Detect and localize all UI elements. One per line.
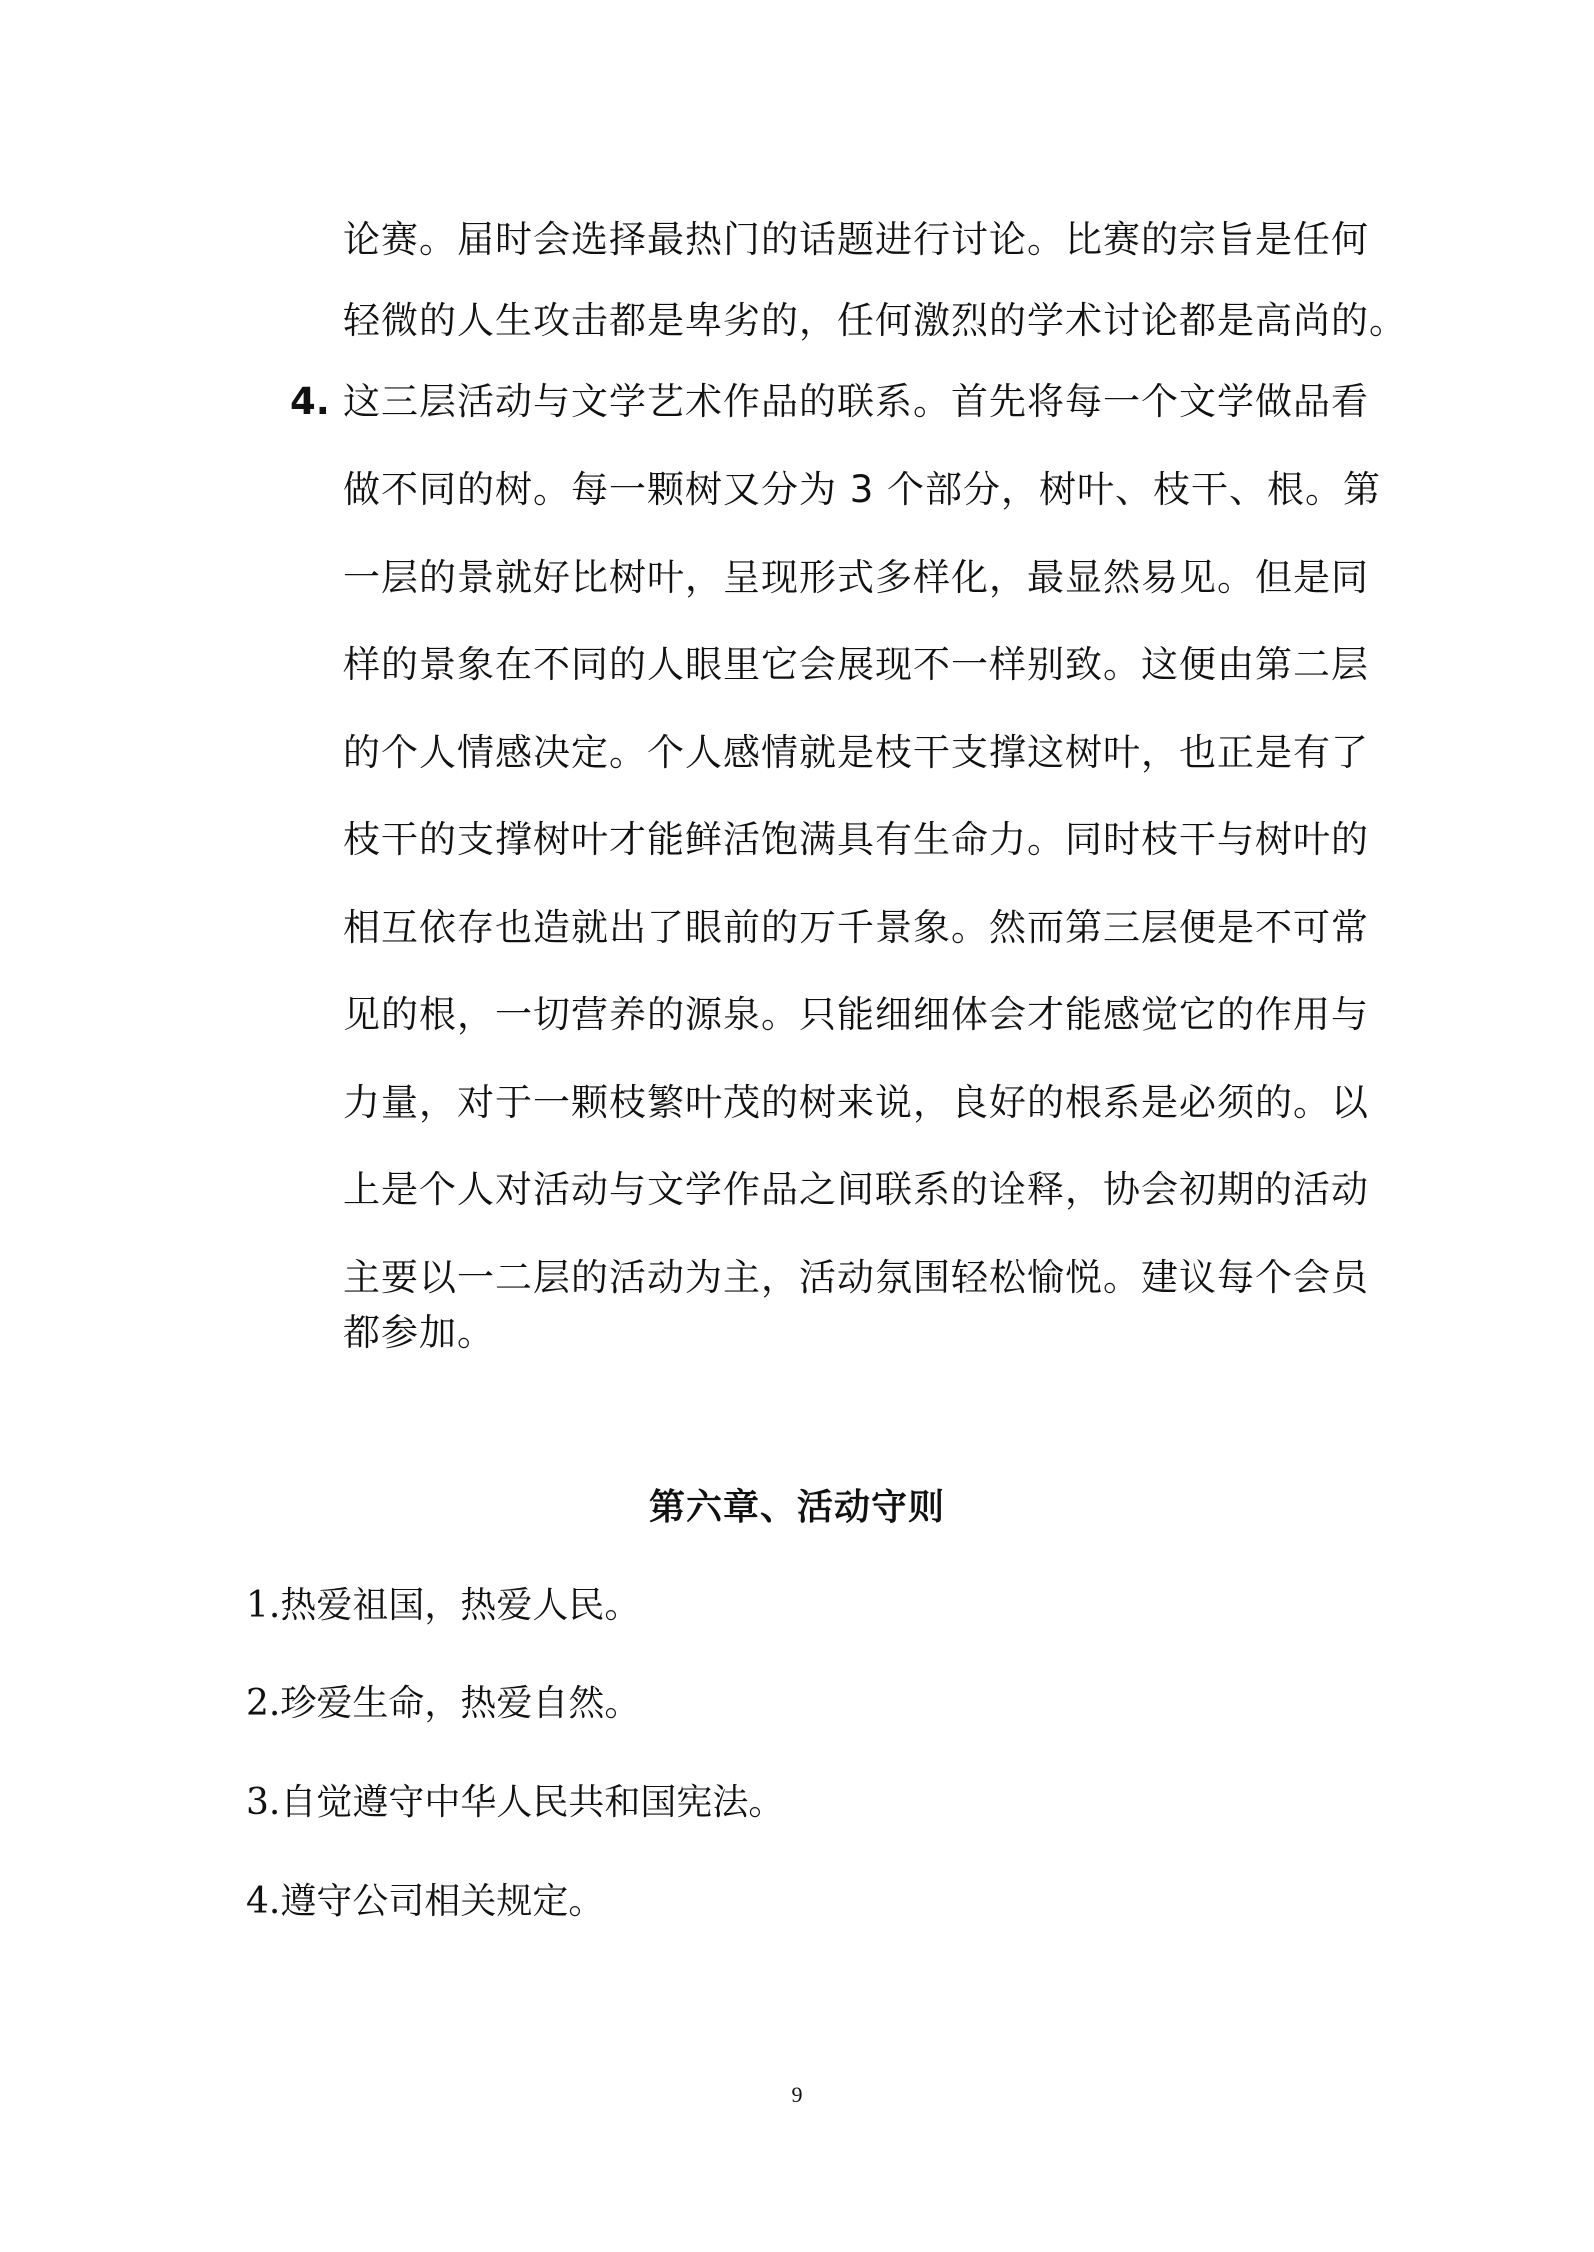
- paragraph-line: 这三层活动与文学艺术作品的联系。首先将每一个文学做品看: [343, 380, 1369, 423]
- rule-item: 1.热爱祖国，热爱人民。: [246, 1585, 641, 1626]
- rule-item: 3.自觉遵守中华人民共和国宪法。: [246, 1782, 785, 1823]
- paragraph-line: 一层的景就好比树叶，呈现形式多样化，最显然易见。但是同: [343, 556, 1369, 599]
- paragraph-line: 的个人情感决定。个人感情就是枝干支撑这树叶，也正是有了: [343, 731, 1369, 774]
- paragraph-line: 做不同的树。每一颗树又分为 3 个部分，树叶、枝干、根。第: [343, 468, 1382, 511]
- paragraph-line: 都参加。: [343, 1311, 495, 1354]
- rule-item: 2.珍爱生命，热爱自然。: [246, 1683, 641, 1724]
- page-number: 9: [791, 2082, 803, 2107]
- rule-item: 4.遵守公司相关规定。: [246, 1881, 605, 1922]
- paragraph-line: 轻微的人生攻击都是卑劣的，任何激烈的学术讨论都是高尚的。: [343, 299, 1407, 342]
- chapter-title: 第六章、活动守则: [648, 1487, 945, 1528]
- list-item-number: 4.: [290, 380, 330, 423]
- paragraph-line: 主要以一二层的活动为主，活动氛围轻松愉悦。建议每个会员: [343, 1256, 1369, 1299]
- paragraph-line: 上是个人对活动与文学作品之间联系的诠释，协会初期的活动: [343, 1168, 1369, 1211]
- paragraph-line: 枝干的支撑树叶才能鲜活饱满具有生命力。同时枝干与树叶的: [343, 818, 1369, 861]
- paragraph-line: 见的根，一切营养的源泉。只能细细体会才能感觉它的作用与: [343, 993, 1369, 1036]
- paragraph-line: 论赛。届时会选择最热门的话题进行讨论。比赛的宗旨是任何: [343, 218, 1369, 261]
- paragraph-line: 力量，对于一颗枝繁叶茂的树来说，良好的根系是必须的。以: [343, 1081, 1369, 1124]
- paragraph-line: 相互依存也造就出了眼前的万千景象。然而第三层便是不可常: [343, 906, 1369, 949]
- paragraph-line: 样的景象在不同的人眼里它会展现不一样别致。这便由第二层: [343, 643, 1369, 686]
